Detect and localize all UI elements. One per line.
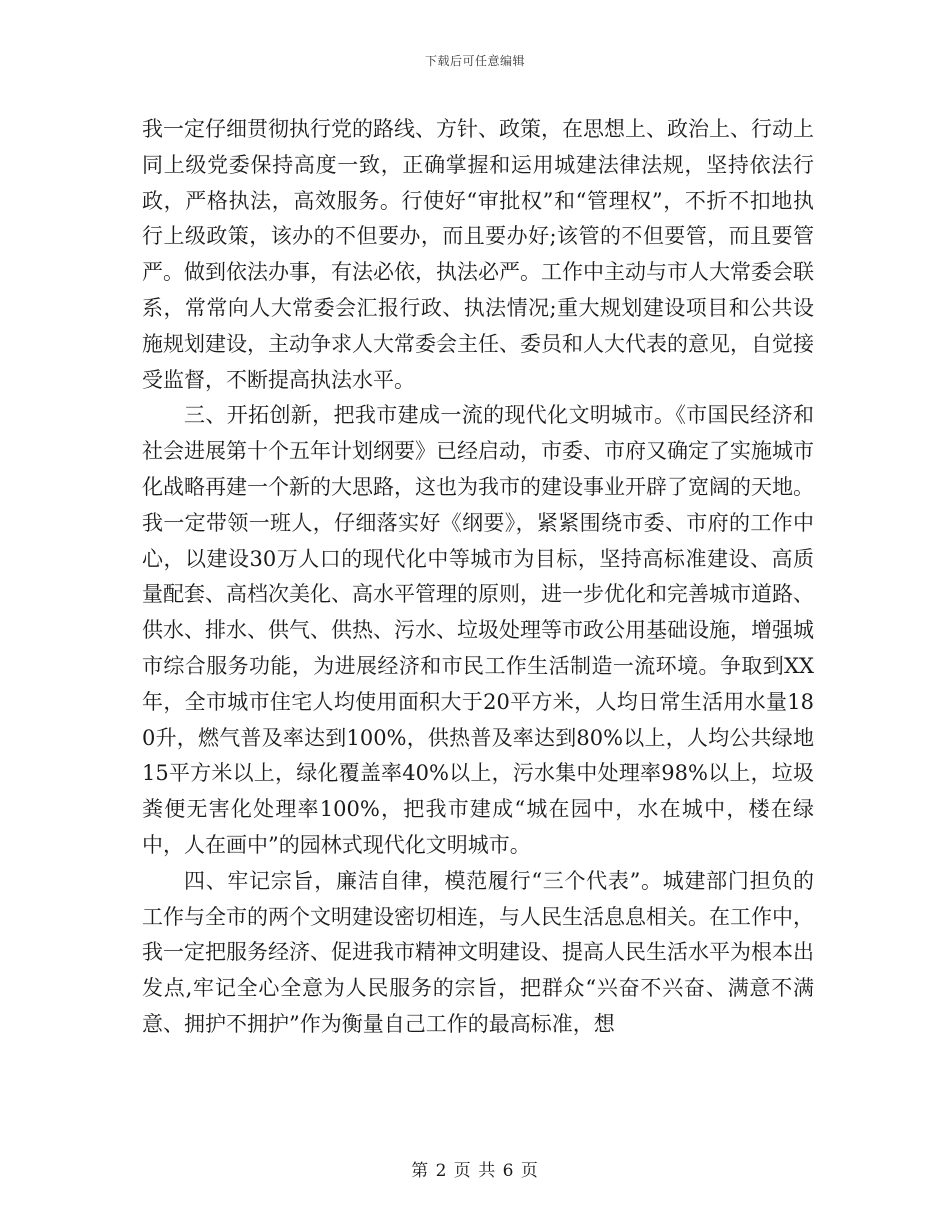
page-header: 下载后可任意编辑 [424, 54, 525, 68]
paragraph-section-three: 三、开拓创新，把我市建成一流的现代化文明城市。《市国民经济和社会进展第十个五年计划纲要》已经启动，市委、市府又确定了实施城市化战略再建一个新的大思路，这也为我市的建设事业开辟了宽阔的天地。我一定带领一班人，仔细落实好《纲要》，紧紧围绕市委、市府的工作中心，以建设30万人口的现代化中等城市为目标，坚持高标准建设、高质量配套、高档次美化、高水平管理的原则，进一步优化和完善城市道路、供水、排水、供气、供热、污水、垃圾处理等市政公用基础设施，增强城市综合服务功能，为进展经济和市民工作生活制造一流环境。争取到XX年，全市城市住宅人均使用面积大于20平方米，人均日常生活用水量180升，燃气普及率达到100%，供热普及率达到80%以上，人均公共绿地15平方米以上，绿化覆盖率40%以上，污水集中处理率98%以上，垃圾粪便无害化处理率100%，把我市建成“城在园中，水在城中，楼在绿中，人在画中”的园林式现代化文明城市。 [142, 403, 814, 857]
paragraph-continuation: 我一定仔细贯彻执行党的路线、方针、政策，在思想上、政治上、行动上同上级党委保持高度一致，正确掌握和运用城建法律法规，坚持依法行政，严格执法，高效服务。行使好“审批权”和“管理权”，不折不扣地执行上级政策，该办的不但要办，而且要办好;该管的不但要管，而且要管严。做到依法办事，有法必依，执法必严。工作中主动与市人大常委会联系，常常向人大常委会汇报行政、执法情况;重大规划建设项目和公共设施规划建设，主动争求人大常委会主任、委员和人大代表的意见，自觉接受监督，不断提高执法水平。 [142, 117, 814, 392]
page-number: 第 2 页 共 6 页 [411, 1161, 539, 1181]
document-body [142, 112, 814, 1043]
paragraph-section-four: 四、牢记宗旨，廉洁自律，模范履行“三个代表”。城建部门担负的工作与全市的两个文明建设密切相连，与人民生活息息相关。在工作中，我一定把服务经济、促进我市精神文明建设、提高人民生活水平为根本出发点,牢记全心全意为人民服务的宗旨，把群众“兴奋不兴奋、满意不满意、拥护不拥护”作为衡量自己工作的最高标准，想 [142, 868, 814, 1036]
